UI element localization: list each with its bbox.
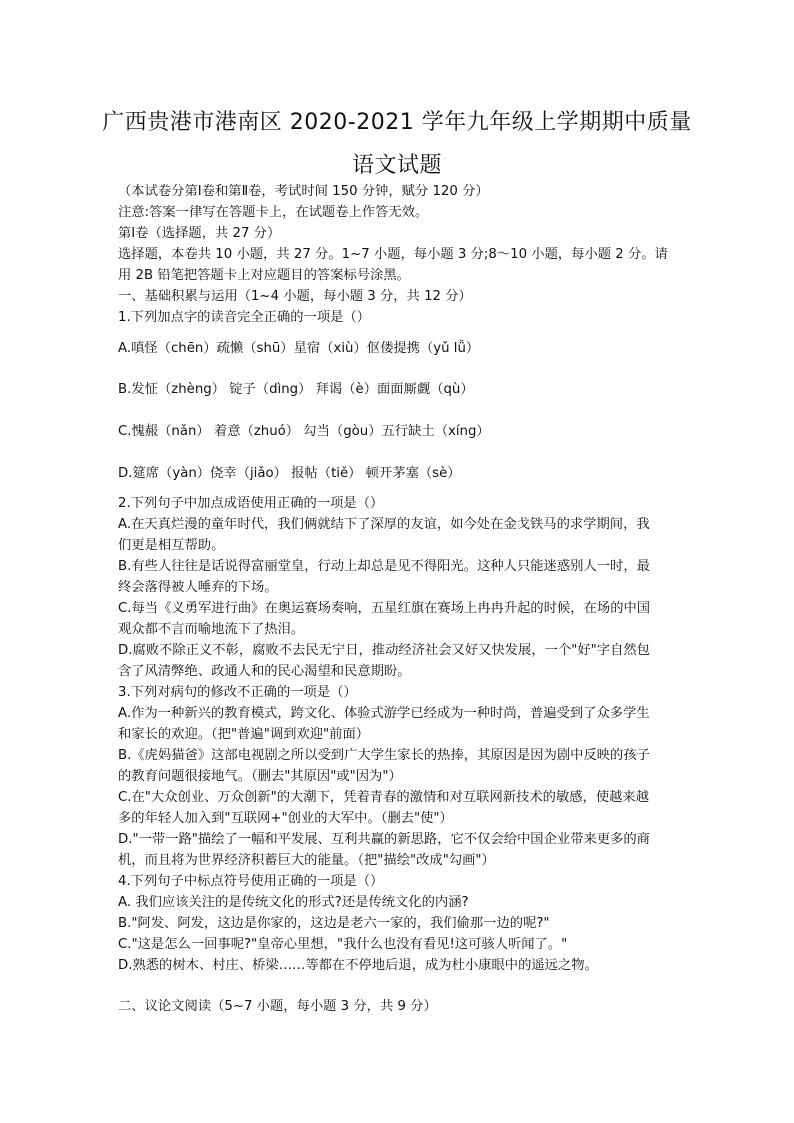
intro-line-2: 注意:答案一律写在答题卡上，在试题卷上作答无效。 — [118, 205, 429, 220]
q3-stem: 3.下列对病句的修改不正确的一项是（） — [118, 685, 357, 700]
q1-option-a: A.嗔怪（chēn）疏懒（shū）星宿（xiù）伛偻提携（yǔ lǚ） — [118, 341, 480, 356]
intro-line-4: 选择题，本卷共 10 小题，共 27 分。1~7 小题，每小题 3 分;8～10 小题，每小题 2 分。请 — [118, 247, 668, 262]
section1-heading: 一、基础积累与运用（1~4 小题，每小题 3 分，共 12 分） — [118, 289, 472, 304]
q2-option-c-line2: 观众都不言而喻地流下了热泪。 — [118, 622, 305, 637]
q2-option-d-line2: 含了风清弊绝、政通人和的民心渴望和民意期盼。 — [118, 664, 411, 679]
q1-option-d: D.筵席（yàn）侥幸（jiǎo） 报帖（tiě） 顿开茅塞（sè） — [118, 466, 461, 481]
q3-option-a-line2: 和家长的欢迎。（把"普遍"调到欢迎"前面） — [118, 727, 370, 742]
q2-option-c-line1: C.每当《义勇军进行曲》在奥运赛场奏响，五星红旗在赛场上冉冉升起的时候，在场的中国 — [118, 601, 651, 616]
q1-option-c: C.愧赧（nǎn） 着意（zhuó） 勾当（gòu）五行缺土（xíng） — [118, 424, 490, 439]
q3-option-b-line1: B.《虎妈猫爸》这部电视剧之所以受到广大学生家长的热捧，其原因是因为剧中反映的孩子 — [118, 748, 650, 763]
q2-option-b-line2: 终会落得被人唾弃的下场。 — [118, 580, 278, 595]
q2-option-d-line1: D.腐败不除正义不彰，腐败不去民无宁日，推动经济社会又好又快发展，一个"好"字自然包 — [118, 643, 650, 658]
q3-option-d-line1: D."一带一路"描绘了一幅和平发展、互利共赢的新思路，它不仅会给中国企业带来更多的商 — [118, 832, 650, 847]
q4-option-c: C."这是怎么一回事呢?"皇帝心里想，"我什么也没有看见!这可骇人听闻了。" — [118, 937, 568, 952]
intro-line-1: （本试卷分第Ⅰ卷和第Ⅱ卷，考试时间 150 分钟，赋分 120 分） — [118, 184, 489, 199]
q2-option-b-line1: B.有些人往往是话说得富丽堂皇，行动上却总是见不得阳光。这种人只能迷惑别人一时，最 — [118, 559, 650, 574]
q1-option-b: B.发怔（zhèng） 锭子（dìng） 拜谒（è）面面厮觑（qù） — [118, 382, 474, 397]
q3-option-c-line2: 多的年轻人加入到"互联网+"创业的大军中。（删去"使"） — [118, 811, 453, 826]
q4-option-b: B."阿发、阿发，这边是你家的，这边是老六一家的，我们偷那一边的呢?" — [118, 916, 550, 931]
section2-heading: 二、议论文阅读（5~7 小题，每小题 3 分，共 9 分） — [118, 999, 437, 1014]
q4-option-a: A. 我们应该关注的是传统文化的形式?还是传统文化的内涵? — [118, 895, 469, 910]
q4-stem: 4.下列句子中标点符号使用正确的一项是（） — [118, 874, 384, 889]
intro-line-3: 第Ⅰ卷（选择题，共 27 分） — [118, 226, 281, 241]
q1-stem: 1.下列加点字的读音完全正确的一项是（） — [118, 310, 371, 325]
q3-option-c-line1: C.在"大众创业、万众创新"的大潮下，凭着青春的激情和对互联网新技术的敏感，使越来越 — [118, 790, 650, 805]
q3-option-a-line1: A.作为一种新兴的教育模式，跨文化、体验式游学已经成为一种时尚，普遍受到了众多学生 — [118, 706, 650, 721]
exam-subtitle: 语文试题 — [351, 153, 442, 178]
intro-line-5: 用 2B 铅笔把答题卡上对应题目的答案标号涂黑。 — [118, 268, 410, 283]
q2-option-a-line2: 们更是相互帮助。 — [118, 538, 225, 553]
q3-option-b-line2: 的教育问题很接地气。（删去"其原因"或"因为"） — [118, 769, 402, 784]
exam-title: 广西贵港市港南区 2020-2021 学年九年级上学期期中质量 — [102, 110, 692, 135]
q4-option-d: D.熟悉的树木、村庄、桥梁……等都在不停地后退，成为杜小康眼中的遥远之物。 — [118, 958, 598, 973]
q2-stem: 2.下列句子中加点成语使用正确的一项是（） — [118, 496, 384, 511]
q3-option-d-line2: 机，而且将为世界经济积蓄巨大的能量。（把"描绘"改成"勾画"） — [118, 853, 495, 868]
q2-option-a-line1: A.在天真烂漫的童年时代，我们俩就结下了深厚的友谊，如今处在金戈铁马的求学期间，我 — [118, 517, 650, 532]
